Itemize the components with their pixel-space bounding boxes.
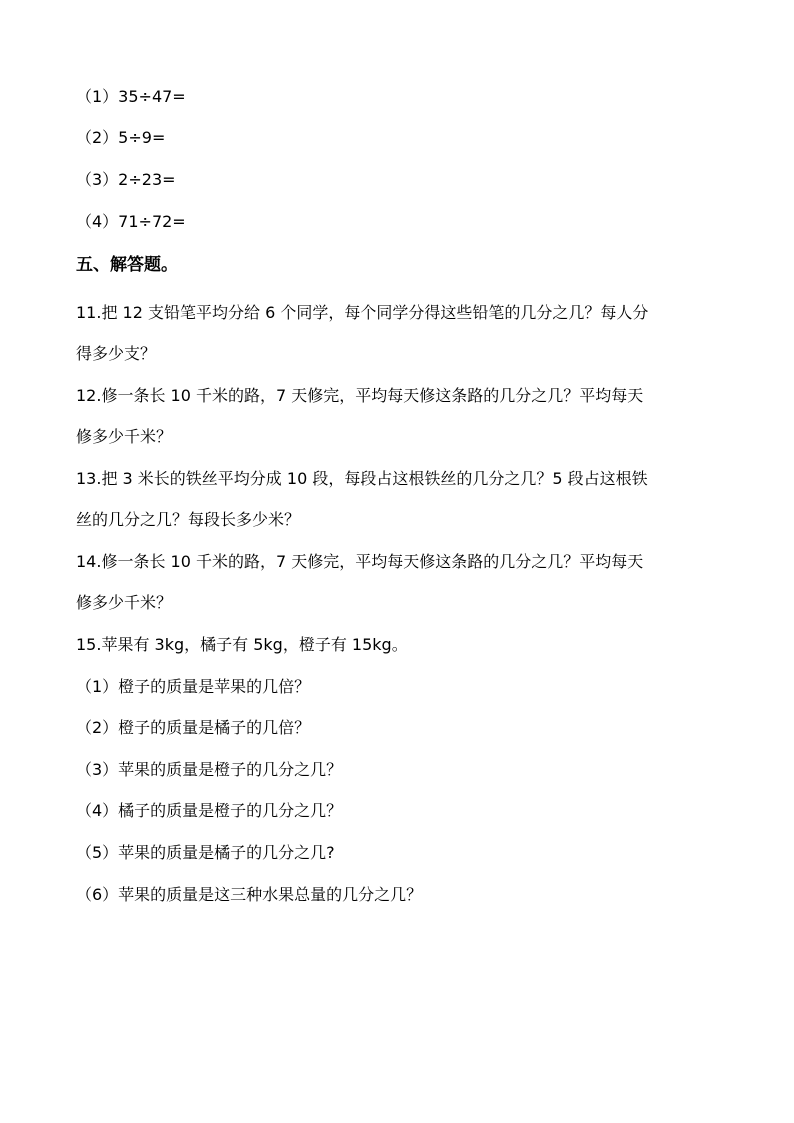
calc-item-4: （4）71÷72= (76, 212, 186, 231)
question-15-sub-2: （2）橙子的质量是橘子的几倍？ (76, 718, 311, 737)
calc-item-1: （1）35÷47= (76, 87, 186, 106)
question-12-line-2: 修多少千米？ (76, 427, 173, 446)
section-heading: 五、解答题。 (76, 255, 178, 275)
question-11-line-2: 得多少支？ (76, 344, 157, 363)
question-15-sub-1: （1）橙子的质量是苹果的几倍？ (76, 677, 311, 696)
question-15-sub-5: （5）苹果的质量是橘子的几分之几? (76, 843, 335, 862)
calc-item-2: （2）5÷9= (76, 128, 166, 147)
calc-item-3: （3）2÷23= (76, 170, 176, 189)
question-15-sub-6: （6）苹果的质量是这三种水果总量的几分之几？ (76, 885, 423, 904)
question-11-line-1: 11.把 12 支铅笔平均分给 6 个同学，每个同学分得这些铅笔的几分之几？每人分 (76, 303, 649, 322)
question-14-line-2: 修多少千米？ (76, 593, 173, 612)
question-14-line-1: 14.修一条长 10 千米的路，7 天修完，平均每天修这条路的几分之几？平均每天 (76, 552, 644, 571)
question-15-sub-3: （3）苹果的质量是橙子的几分之几？ (76, 760, 343, 779)
question-15-stem: 15.苹果有 3kg，橘子有 5kg，橙子有 15kg。 (76, 635, 408, 654)
question-15-sub-4: （4）橘子的质量是橙子的几分之几？ (76, 801, 343, 820)
question-13-line-1: 13.把 3 米长的铁丝平均分成 10 段，每段占这根铁丝的几分之几？5 段占这根铁 (76, 469, 648, 488)
question-12-line-1: 12.修一条长 10 千米的路，7 天修完，平均每天修这条路的几分之几？平均每天 (76, 386, 644, 405)
question-13-line-2: 丝的几分之几？每段长多少米？ (76, 510, 301, 529)
